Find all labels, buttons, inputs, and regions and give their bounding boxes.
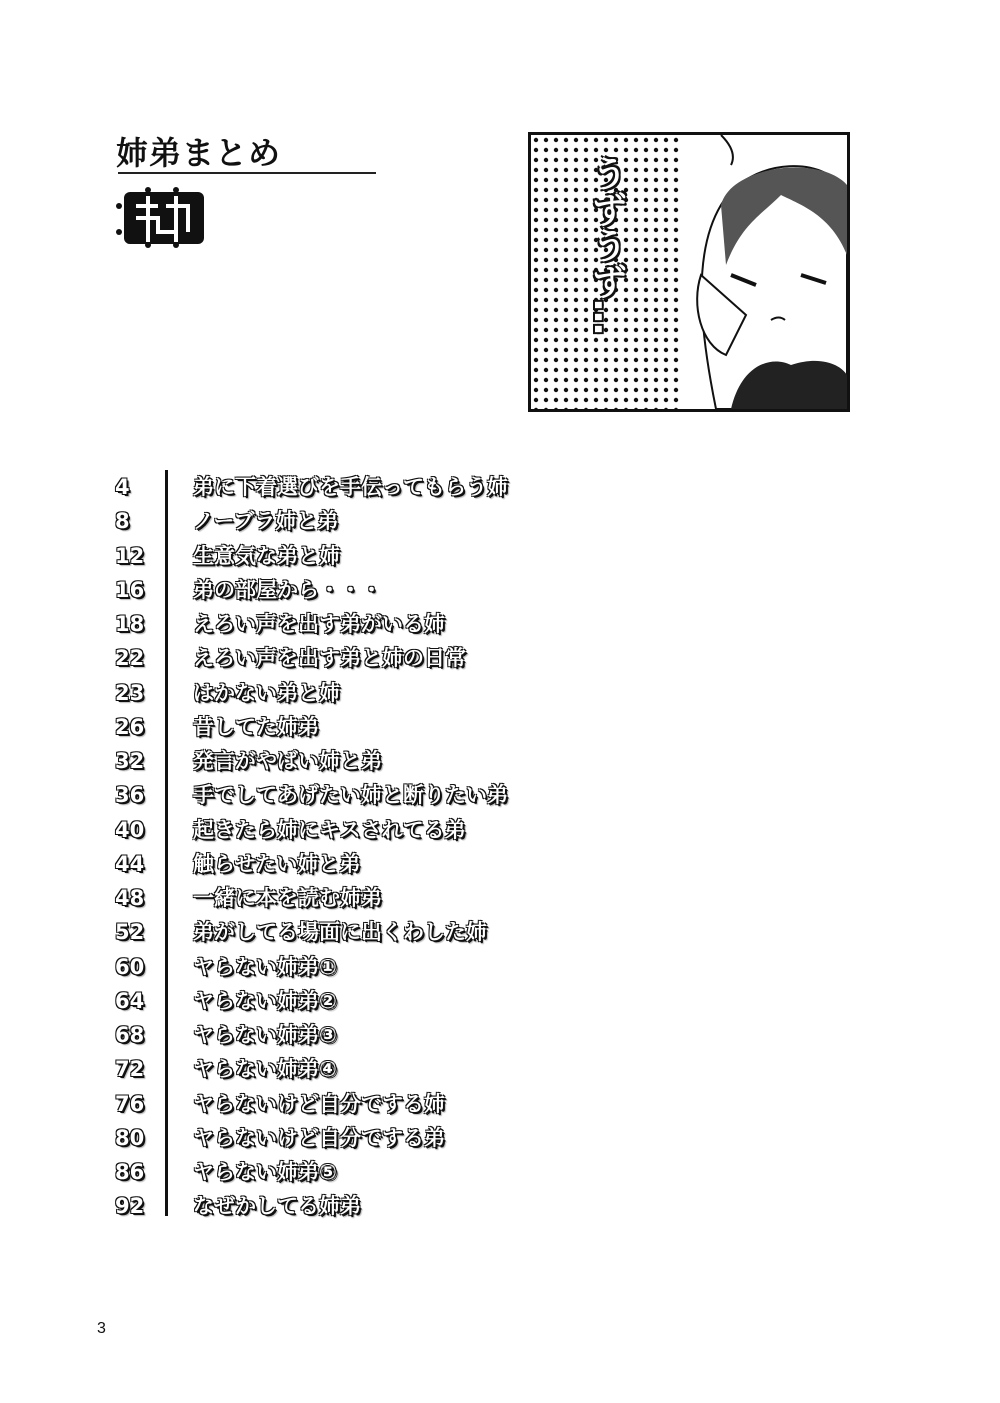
toc-page-number: 44 (115, 851, 145, 876)
toc-page-number: 86 (115, 1160, 145, 1184)
toc-entry[interactable] (0, 1123, 700, 1157)
toc-entry[interactable] (0, 849, 700, 883)
toc-entry[interactable] (0, 746, 700, 780)
toc-title: なぜかしてる姉弟 (193, 1194, 361, 1219)
toc-page-number: 64 (115, 988, 145, 1013)
toc-entry[interactable] (0, 917, 700, 951)
title-divider (118, 172, 376, 174)
toc-page-number: 68 (115, 1023, 145, 1047)
toc-page-number: 16 (115, 577, 145, 602)
toc-page-number: 18 (115, 612, 145, 636)
toc-title: えろい声を出す弟と姉の日常 (193, 646, 466, 671)
toc-title: えろい声を出す弟がいる姉 (193, 612, 445, 636)
toc-page-number: 12 (115, 543, 145, 568)
toc-page-number: 36 (115, 783, 145, 808)
toc-page-number: 80 (115, 1125, 145, 1150)
toc-title: ヤらない姉弟③ (193, 1023, 337, 1047)
toc-page-number: 26 (115, 714, 145, 739)
page-number: 3 (97, 1320, 106, 1337)
toc-entry[interactable] (0, 472, 700, 506)
toc-title: ヤらないけど自分でする弟 (193, 1125, 445, 1150)
toc-entry[interactable] (0, 541, 700, 575)
toc-page-number: 23 (115, 680, 145, 705)
toc-page-number: 32 (115, 749, 145, 773)
toc-page-number: 8 (115, 509, 130, 534)
toc-title: 弟に下着選びを手伝ってもらう姉 (193, 475, 508, 499)
toc-title: ヤらない姉弟① (193, 954, 337, 979)
toc-title: ヤらないけど自分でする姉 (193, 1091, 445, 1116)
toc-page-number: 76 (115, 1091, 145, 1116)
sfx-text: うずうず… (586, 155, 627, 335)
toc-page-number: 40 (115, 817, 145, 842)
toc-entry[interactable] (0, 1089, 700, 1123)
girl-illustration (531, 135, 847, 409)
toc-entry[interactable] (0, 506, 700, 540)
toc-entry[interactable] (0, 1191, 700, 1225)
toc-title: 手でしてあげたい姉と断りたい弟 (193, 783, 508, 808)
toc-title: ノーブラ姉と弟 (193, 509, 339, 534)
toc-page-number: 60 (115, 954, 145, 979)
toc-page-number: 92 (115, 1194, 145, 1219)
toc-title: 昔してた姉弟 (193, 714, 319, 739)
toc-entry[interactable] (0, 609, 700, 643)
toc-entry[interactable] (0, 883, 700, 917)
toc-title: ヤらない姉弟⑤ (193, 1160, 337, 1184)
toc-entry[interactable] (0, 986, 700, 1020)
toc-entry[interactable] (0, 712, 700, 746)
toc-title: はかない弟と姉 (193, 680, 340, 705)
toc-page-number: 72 (115, 1057, 145, 1082)
toc-entry[interactable] (0, 1157, 700, 1191)
toc-entry[interactable] (0, 643, 700, 677)
toc-page-number: 22 (115, 646, 145, 671)
toc-title: ヤらない姉弟② (193, 988, 337, 1013)
toc-entry[interactable] (0, 1054, 700, 1088)
toc-page-number: 52 (115, 920, 145, 945)
toc-entry[interactable] (0, 678, 700, 712)
illustration-panel (528, 132, 850, 412)
toc-title: 触らせたい姉と弟 (193, 851, 361, 876)
toc-entry[interactable] (0, 815, 700, 849)
toc-entry[interactable] (0, 780, 700, 814)
toc-page-number: 48 (115, 886, 145, 910)
toc-entry[interactable] (0, 575, 700, 609)
toc-title: 弟がしてる場面に出くわした姉 (193, 920, 487, 945)
page-title: 姉弟まとめ (116, 134, 282, 172)
otouto-logo-icon (116, 186, 208, 248)
toc-title: 生意気な弟と姉 (193, 543, 340, 568)
toc-title: 発言がやばい姉と弟 (193, 749, 382, 773)
toc-page-number: 4 (115, 475, 130, 499)
toc-title: 弟の部屋から・・・ (193, 577, 382, 602)
toc-title: 一緒に本を読む姉弟 (193, 886, 382, 910)
toc-entry[interactable] (0, 952, 700, 986)
toc-title: ヤらない姉弟④ (193, 1057, 337, 1082)
toc-title: 起きたら姉にキスされてる弟 (193, 817, 466, 842)
toc-entry[interactable] (0, 1020, 700, 1054)
